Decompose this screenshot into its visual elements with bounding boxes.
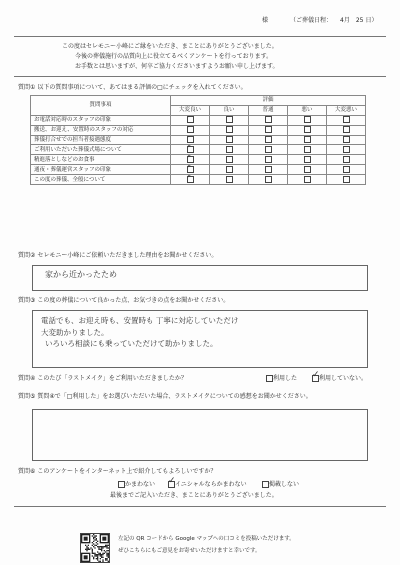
rating-cell[interactable] — [288, 125, 327, 135]
q5-label: 質問⑤ — [18, 393, 36, 400]
q2-label: 質問② — [18, 252, 36, 259]
checkbox-checked[interactable] — [187, 146, 194, 153]
checkbox[interactable] — [265, 136, 272, 143]
rating-cell[interactable] — [171, 125, 210, 135]
rating-cell[interactable] — [249, 135, 288, 145]
checkbox[interactable] — [226, 126, 233, 133]
checkbox[interactable] — [343, 176, 350, 183]
checkbox-checked[interactable] — [187, 136, 194, 143]
rating-cell[interactable] — [288, 115, 327, 125]
rating-cell[interactable] — [327, 145, 366, 155]
q1-text: 以下の質問事項について、あてはまる評価の□にチェックを入れてください。 — [37, 84, 247, 91]
q3-text: この度の葬儀について良かった点、お気づきの点をお聞かせください。 — [37, 297, 230, 304]
q4-label: 質問④ — [18, 375, 36, 382]
date-month: 4 — [340, 17, 344, 24]
ceremony-date — [290, 17, 378, 25]
intro-line-2: 今後の葬儀施行の品質向上に役立てるべくアンケートを行っております。 — [75, 53, 273, 60]
rating-scale-label: 普通 — [249, 105, 288, 115]
q6-label: 質問⑥ — [18, 468, 36, 475]
rating-row — [31, 115, 366, 125]
rating-cell[interactable] — [210, 135, 249, 145]
rating-row-item: 葬儀打合せでの担当者接遇態度 — [31, 135, 171, 145]
rating-row — [31, 135, 366, 145]
rating-cell[interactable] — [249, 115, 288, 125]
rating-cell[interactable] — [249, 125, 288, 135]
checkbox[interactable] — [262, 481, 269, 488]
rating-row-item: ご利用いただいた葬儀式場について — [31, 145, 171, 155]
rating-cell[interactable] — [210, 155, 249, 165]
q6-option-label: 掲載しない — [269, 481, 300, 488]
checkbox-checked[interactable] — [187, 116, 194, 123]
rating-scale-label: 大変良い — [171, 105, 210, 115]
rating-cell[interactable] — [288, 155, 327, 165]
rating-cell[interactable] — [327, 175, 366, 185]
q6-text: このアンケートをインターネット上で紹介してもよろしいですか？ — [37, 468, 217, 475]
rating-cell[interactable] — [288, 135, 327, 145]
rating-cell[interactable] — [327, 115, 366, 125]
checkbox[interactable] — [304, 176, 311, 183]
rating-cell[interactable] — [171, 145, 210, 155]
closing-message: 最後までご記入いただき、まことにありがとうございました。 — [110, 492, 278, 499]
checkbox-checked[interactable] — [187, 126, 194, 133]
q2-answer: 家から近かったため — [45, 270, 117, 279]
checkbox[interactable] — [226, 166, 233, 173]
intro-line-1: この度はセレモニー小峰にご縁をいただき、まことにありがとうございました。 — [62, 43, 278, 50]
checkbox[interactable] — [265, 126, 272, 133]
checkbox[interactable] — [226, 136, 233, 143]
checkbox[interactable] — [265, 146, 272, 153]
rating-cell[interactable] — [210, 125, 249, 135]
rating-cell[interactable] — [249, 175, 288, 185]
q4-text: このたび「ラストメイク」をご利用いただきましたか？ — [37, 375, 187, 382]
rating-cell[interactable] — [210, 145, 249, 155]
q6-option[interactable] — [262, 481, 299, 489]
rating-row-item: この度の葬儀、全般について — [31, 175, 171, 185]
date-day: 25 — [355, 17, 364, 24]
intro-divider — [14, 76, 386, 77]
checkbox[interactable] — [226, 116, 233, 123]
checkbox[interactable] — [304, 116, 311, 123]
q6-heading — [18, 468, 216, 476]
rating-scale-label: 悪い — [288, 105, 327, 115]
rating-cell[interactable] — [249, 165, 288, 175]
q6-option[interactable] — [118, 481, 155, 489]
rating-cell[interactable] — [171, 175, 210, 185]
rating-cell[interactable] — [288, 145, 327, 155]
rating-cell[interactable] — [171, 135, 210, 145]
q1-heading — [18, 84, 247, 92]
date-label: （ご葬儀日程： — [290, 17, 333, 24]
q6-option[interactable] — [168, 481, 247, 489]
rating-table — [30, 95, 366, 185]
checkbox[interactable] — [343, 136, 350, 143]
checkbox[interactable] — [226, 156, 233, 163]
rating-cell[interactable] — [210, 175, 249, 185]
rating-row — [31, 175, 366, 185]
checkbox[interactable] — [265, 156, 272, 163]
header-divider — [14, 36, 386, 37]
rating-row-item: 通夜・葬儀運営スタッフの印象 — [31, 165, 171, 175]
rating-cell[interactable] — [171, 165, 210, 175]
rating-cell[interactable] — [327, 155, 366, 165]
rating-cell[interactable] — [327, 125, 366, 135]
footer-divider — [14, 506, 386, 507]
date-day-unit: 日） — [365, 17, 378, 24]
checkbox[interactable] — [266, 375, 273, 382]
rating-cell[interactable] — [249, 155, 288, 165]
q5-text: 質問④で「□利用した」をお選びいただいた場合、ラストメイクについての感想をお聞かせください。 — [37, 393, 312, 400]
checkbox[interactable] — [265, 116, 272, 123]
rating-cell[interactable] — [171, 115, 210, 125]
footer-line-2: ぜひこちらにもご意見をお寄せいただけますと幸いです。 — [118, 548, 261, 554]
q4-option[interactable] — [312, 375, 367, 383]
rating-cell[interactable] — [249, 145, 288, 155]
q4-heading — [18, 375, 187, 383]
footer-line-1: 左記の QR コードから Google マップへの口コミを投稿いただけます。 — [118, 536, 295, 542]
checkbox-checked[interactable] — [187, 176, 194, 183]
q2-answer-box[interactable] — [32, 265, 368, 291]
checkbox[interactable] — [304, 156, 311, 163]
checkbox[interactable] — [343, 116, 350, 123]
checkbox[interactable] — [343, 156, 350, 163]
checkbox[interactable] — [304, 166, 311, 173]
rating-scale-label: 良い — [210, 105, 249, 115]
checkbox[interactable] — [226, 176, 233, 183]
q5-answer-box[interactable] — [32, 409, 368, 461]
rating-cell[interactable] — [288, 165, 327, 175]
q3-label: 質問③ — [18, 297, 36, 304]
q4-option-label: 利用した — [273, 375, 298, 382]
rating-cell[interactable] — [210, 165, 249, 175]
rating-cell[interactable] — [327, 135, 366, 145]
rating-row-item: 搬送、お迎え、安置時のスタッフの対応 — [31, 125, 171, 135]
q6-option-label: イニシャルならかまわない — [175, 481, 247, 488]
q4-option-label: 利用していない。 — [319, 375, 368, 382]
rating-row — [31, 165, 366, 175]
checkbox-checked[interactable] — [187, 156, 194, 163]
date-month-unit: 月 — [343, 17, 350, 24]
checkbox[interactable] — [265, 176, 272, 183]
honorific: 様 — [262, 17, 269, 24]
checkbox-checked[interactable] — [187, 166, 194, 173]
q6-option-label: かまわない — [125, 481, 156, 488]
rating-row-item: お電話対応時のスタッフの印象 — [31, 115, 171, 125]
rating-row — [31, 125, 366, 135]
checkbox[interactable] — [304, 146, 311, 153]
checkbox[interactable] — [304, 126, 311, 133]
checkbox[interactable] — [265, 166, 272, 173]
rating-table-item-header: 質問事項 — [31, 96, 171, 116]
q2-heading — [18, 252, 217, 260]
rating-cell[interactable] — [288, 175, 327, 185]
q3-answer-line: いろいろ相談にも乗っていただけて助かりました。 — [45, 339, 218, 348]
checkbox[interactable] — [304, 136, 311, 143]
q2-text: セレモニー小峰にご依頼いただきました理由をお聞かせください。 — [37, 252, 218, 259]
q3-answer-line: 電話でも、お迎え時も、安置時も 丁寧に対応していただけ — [41, 316, 239, 325]
checkbox-checked[interactable] — [168, 481, 175, 488]
intro-line-3: お手数とは思いますが、何卒ご協力くださいますようお願い申し上げます。 — [75, 63, 279, 70]
rating-cell[interactable] — [210, 115, 249, 125]
rating-table-rating-header: 評価 — [171, 96, 366, 106]
q1-label: 質問① — [18, 84, 36, 91]
qr-code-icon[interactable] — [80, 533, 110, 563]
checkbox[interactable] — [343, 166, 350, 173]
rating-cell[interactable] — [327, 165, 366, 175]
checkbox[interactable] — [343, 126, 350, 133]
checkbox[interactable] — [226, 146, 233, 153]
checkbox[interactable] — [118, 481, 125, 488]
rating-scale-label: 大変悪い — [327, 105, 366, 115]
q3-heading — [18, 297, 229, 305]
q3-answer-line: 大変助かりました。 — [41, 328, 109, 337]
rating-row — [31, 155, 366, 165]
rating-cell[interactable] — [171, 155, 210, 165]
q4-option[interactable] — [266, 375, 297, 383]
rating-row-item: 精進落としなどのお食事 — [31, 155, 171, 165]
q3-answer-box[interactable] — [32, 310, 368, 368]
q5-heading — [18, 393, 312, 401]
checkbox[interactable] — [343, 146, 350, 153]
rating-row — [31, 145, 366, 155]
checkbox-checked[interactable] — [312, 375, 319, 382]
